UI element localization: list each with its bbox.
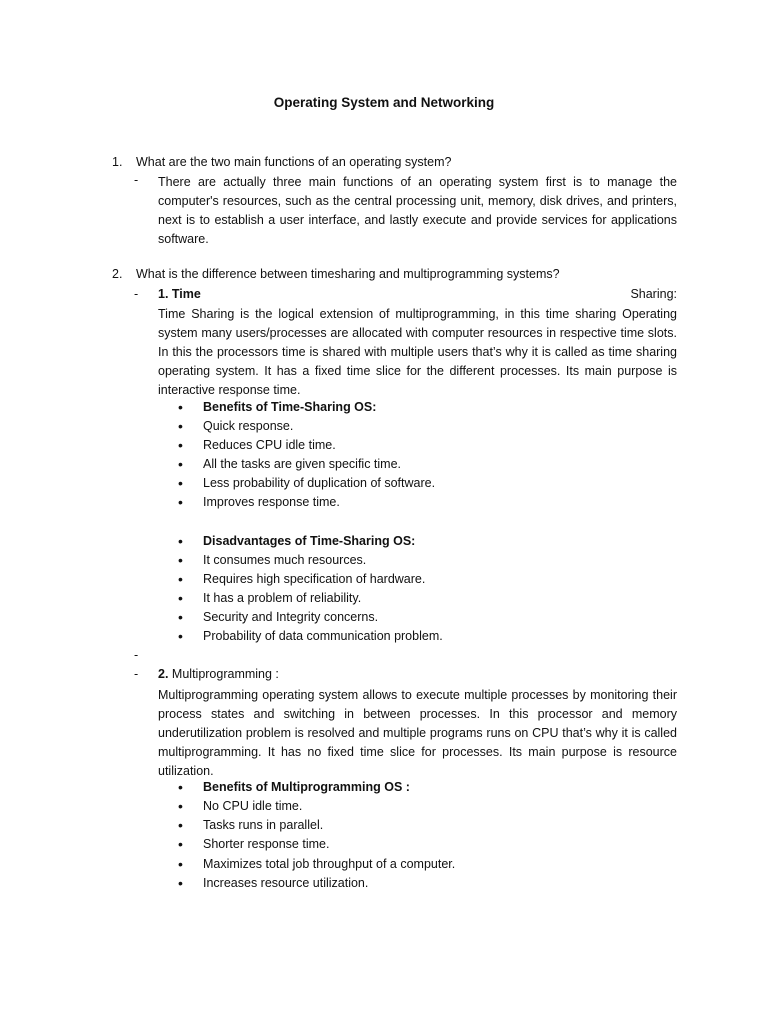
list-item-text: Reduces CPU idle time.	[203, 438, 336, 452]
bullet-icon: •	[178, 856, 183, 872]
ts-heading-left: 1. Time	[158, 287, 201, 301]
bullet-icon: •	[178, 494, 183, 510]
mp-dash: -	[134, 667, 139, 681]
page-title: Operating System and Networking	[273, 95, 495, 110]
bullet-icon: •	[178, 399, 183, 415]
list-item-text: Maximizes total job throughput of a computer.	[203, 857, 456, 871]
mp-benefits-heading: Benefits of Multiprogramming OS :	[203, 780, 410, 794]
list-item-text: Tasks runs in parallel.	[203, 818, 324, 832]
list-item-text: Less probability of duplication of software.	[203, 476, 436, 490]
bullet-icon: •	[178, 571, 183, 587]
q1-answer: There are actually three main functions of an operating system first is to manage the computer's resources, such as the central processing unit, memory, disk drives, and printers, next is to establish a user interface, and lastly execute and provide services for applications software.	[158, 175, 677, 246]
mp-heading-text: Multiprogramming :	[171, 667, 279, 681]
ts-dash: -	[134, 287, 139, 301]
bullet-icon: •	[178, 609, 183, 625]
ts-heading	[158, 287, 677, 306]
bullet-icon: •	[178, 475, 183, 491]
bullet-icon: •	[178, 533, 183, 549]
bullet-icon: •	[178, 552, 183, 568]
bullet-icon: •	[178, 836, 183, 852]
list-item-text: Increases resource utilization.	[203, 876, 369, 890]
q1-question: What are the two main functions of an operating system?	[136, 155, 452, 169]
bullet-icon: •	[178, 456, 183, 472]
q2-number: 2.	[112, 267, 123, 281]
ts-benefits-heading: Benefits of Time-Sharing OS:	[203, 400, 377, 414]
ts-disadvantages-heading: Disadvantages of Time-Sharing OS:	[203, 534, 416, 548]
list-item-text: All the tasks are given specific time.	[203, 457, 401, 471]
bullet-icon: •	[178, 418, 183, 434]
bullet-icon: •	[178, 875, 183, 891]
bullet-icon: •	[178, 628, 183, 644]
empty-dash: -	[134, 648, 139, 662]
bullet-icon: •	[178, 590, 183, 606]
list-item-text: Security and Integrity concerns.	[203, 610, 379, 624]
bullet-icon: •	[178, 779, 183, 795]
mp-paragraph: Multiprogramming operating system allows to execute multiple processes by monitoring their process states and switching in between processes. In this processor and memory underutilization problem is resolved and multiple programs runs on CPU that’s why it is called multiprogramming. It has no fixed time slice for processes. Its main purpose is resource utilization.	[158, 688, 677, 778]
q2-question: What is the difference between timesharing and multiprogramming systems?	[136, 267, 560, 281]
list-item-text: Shorter response time.	[203, 837, 330, 851]
list-item-text: It has a problem of reliability.	[203, 591, 362, 605]
bullet-icon: •	[178, 817, 183, 833]
ts-paragraph: Time Sharing is the logical extension of multiprogramming, in this time sharing Operating system many users/processes are allocated with computer resources in respective time slots. In this the processors time is shared with multiple users that’s why it is called as time sharing operating system. It has a fixed time slice for the different processes. Its main purpose is interactive response time.	[158, 307, 677, 397]
list-item-text: Quick response.	[203, 419, 294, 433]
bullet-icon: •	[178, 798, 183, 814]
list-item-text: Requires high specification of hardware.	[203, 572, 426, 586]
mp-heading-number: 2.	[158, 667, 169, 681]
list-item-text: Improves response time.	[203, 495, 340, 509]
list-item-text: Probability of data communication problem.	[203, 629, 443, 643]
list-item-text: It consumes much resources.	[203, 553, 367, 567]
bullet-icon: •	[178, 437, 183, 453]
ts-heading-right: Sharing:	[630, 287, 677, 301]
q1-number: 1.	[112, 155, 123, 169]
q1-dash: -	[134, 173, 139, 187]
list-item-text: No CPU idle time.	[203, 799, 303, 813]
mp-heading	[158, 667, 279, 681]
